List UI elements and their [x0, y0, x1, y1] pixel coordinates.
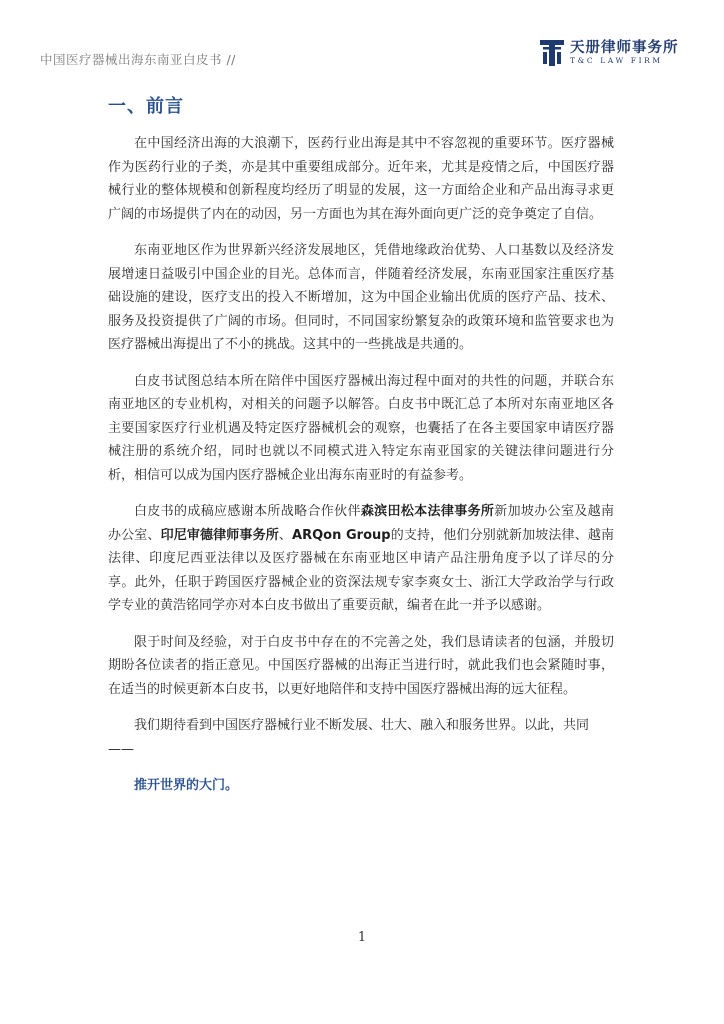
preface-body — [108, 132, 614, 798]
paragraph-4-text: 、 — [278, 527, 293, 543]
paragraph-4 — [108, 500, 614, 618]
paragraph-4-text: 新加坡办公室及越南办公室、 — [108, 504, 614, 543]
paragraph-5: 限于时间及经验，对于白皮书中存在的不完善之处，我们恳请读者的包涵，并殷切期盼各位读者的指正意见。中国医疗器械的出海正当进行时，就此我们也会紧随时事，在适当的时候更新本白皮书，以更好地陪伴和支持中国医疗器械出海的远大征程。 — [108, 634, 614, 697]
section-heading: 一、前言 — [108, 96, 184, 117]
partner-name-indonesia: 印尼审德律师事务所 — [160, 527, 279, 543]
paragraph-4-text: 白皮书的成稿应感谢本所战略合作伙伴 — [134, 504, 361, 519]
paragraph-4-text: 的支持，他们分别就新加坡法律、越南法律、印度尼西亚法律以及医疗器械在东南亚地区申请产品注册角度予以了详尽的分享。此外，任职于跨国医疗器械企业的资深法规专家李爽女士、浙江大学政治学与行政学专业的黄浩铭同学亦对本白皮书做出了重要贡献，编者在此一并予以感谢。 — [108, 527, 614, 613]
slogan: 推开世界的大门。 — [134, 778, 239, 793]
firm-name-cn: 天册律师事务所 — [570, 40, 679, 56]
partner-name-mhm: 森滨田松本法律事务所 — [360, 504, 495, 519]
paragraph-3: 白皮书试图总结本所在陪伴中国医疗器械出海过程中面对的共性的问题，并联合东南亚地区的专业机构，对相关的问题予以解答。白皮书中既汇总了本所对东南亚地区各主要国家医疗行业机遇及特定医疗器械机会的观察，也囊括了在各主要国家申请医疗器械注册的系统介绍，同时也就以不同模式进入特定东南亚国家的关键法律问题进行分析，相信可以成为国内医疗器械企业出海东南亚时的有益参考。 — [108, 373, 614, 483]
page-number: 1 — [357, 930, 367, 945]
tc-monogram-icon — [540, 40, 564, 66]
paragraph-2: 东南亚地区作为世界新兴经济发展地区，凭借地缘政治优势、人口基数以及经济发展增速日益吸引中国企业的目光。总体而言，伴随着经济发展，东南亚国家注重医疗基础设施的建设，医疗支出的投入不断增加，这为中国企业输出优质的医疗产品、技术、服务及投资提供了广阔的市场。但同时，不同国家纷繁复杂的政策环境和监管要求也为医疗器械出海提出了不小的挑战。这其中的一些挑战是共通的。 — [108, 243, 614, 352]
paragraph-1: 在中国经济出海的大浪潮下，医药行业出海是其中不容忽视的重要环节。医疗器械作为医药行业的子类，亦是其中重要组成部分。近年来，尤其是疫情之后，中国医疗器械行业的整体规模和创新程度均经历了明显的发展，这一方面给企业和产品出海寻求更广阔的市场提供了内在的动因，另一方面也为其在海外面向更广泛的竞争奠定了自信。 — [108, 136, 614, 222]
firm-name-en: T&C LAW FIRM — [570, 56, 663, 65]
document-title: 中国医疗器械出海东南亚白皮书 // — [40, 52, 236, 67]
partner-name-arqon: ARQon Group — [292, 527, 391, 543]
closing-line: 我们期待看到中国医疗器械行业不断发展、壮大、融入和服务世界。以此，共同—— — [108, 718, 590, 757]
firm-logo — [540, 38, 679, 68]
